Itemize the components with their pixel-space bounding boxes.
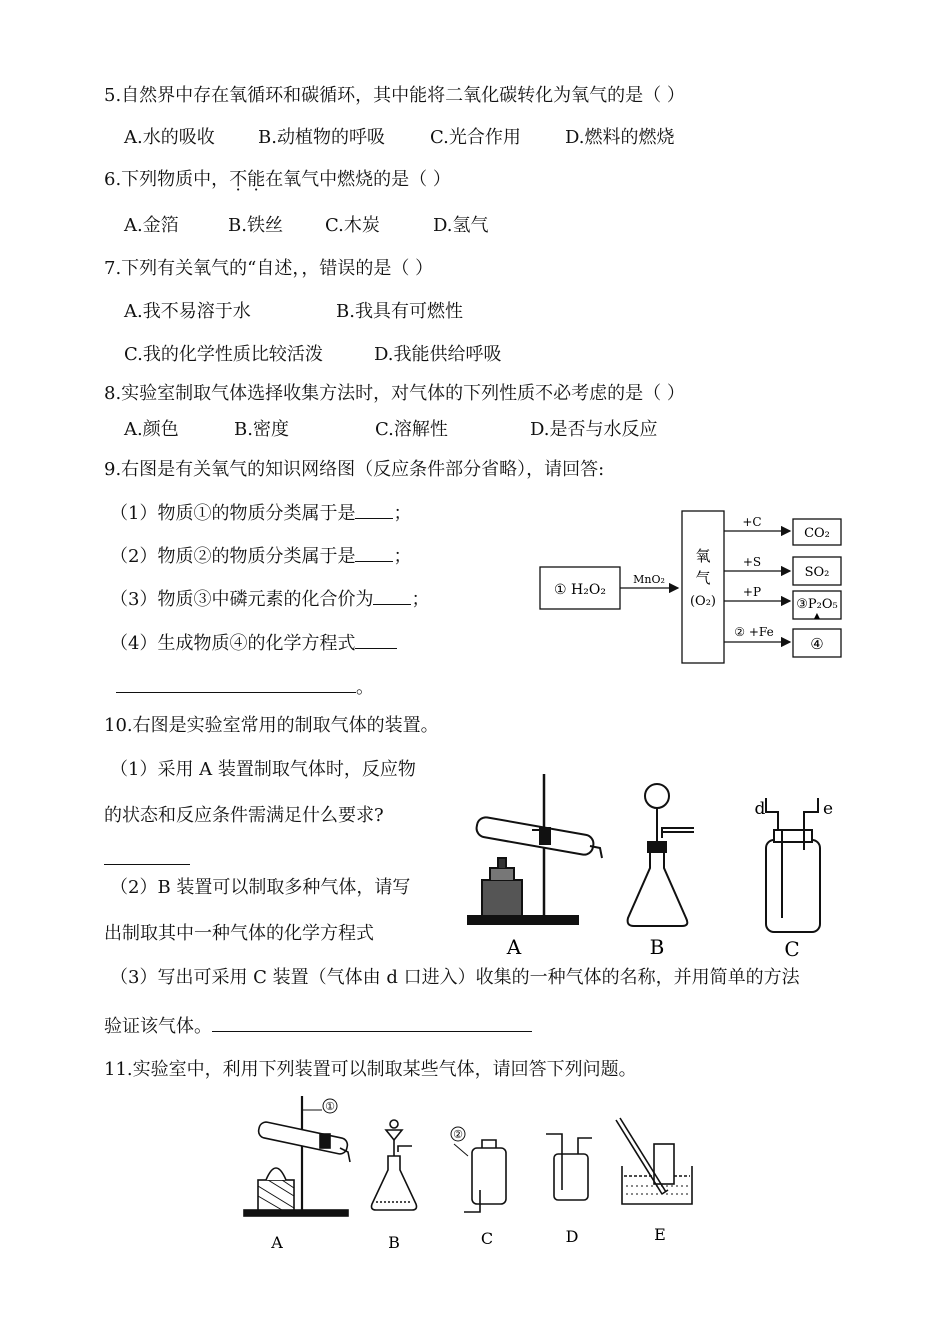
oxygen-box [682,511,724,663]
apparatus-c [766,798,820,932]
apparatus-e [616,1118,692,1204]
so2-label: SO₂ [804,565,830,580]
q6-option-d: D.氢气 [433,215,489,236]
apparatus-a-label: A [506,935,522,959]
apparatus-c-label: C [784,937,800,960]
apparatus-d [546,1134,592,1200]
q8-option-b: B.密度 [234,419,289,440]
mark-2: ② [453,1128,463,1141]
q5-option-d: D.燃料的燃烧 [565,127,675,148]
plus-s-label: +S [742,555,762,569]
p2o5-label: ③P₂O₅ [796,597,838,612]
q9-end-punct: 。 [356,677,374,698]
q6-option-a: A.金箔 [124,215,179,236]
plus-p-label: +P [742,585,762,599]
q10-part-2b: 出制取其中一种气体的化学方程式 [104,923,374,944]
q8-stem: 8.实验室制取气体选择收集方法时，对气体的下列性质不必考虑的是（ ） [104,383,685,404]
q11-apparatus-figure [236,1094,716,1254]
plus-c-label: +C [742,515,762,529]
q6-stem-post: 在氧气中燃烧的是（ ） [265,169,451,190]
port-e-label: e [822,799,834,819]
q11-stem: 11.实验室中，利用下列装置可以制取某些气体，请回答下列问题。 [104,1059,637,1080]
q9-part-2-punct: ； [393,546,412,567]
apparatus-c-label: C [480,1229,494,1248]
apparatus-c [454,1140,506,1212]
q10-stem: 10.右图是实验室常用的制取气体的装置。 [104,715,439,736]
answer-blank[interactable] [373,586,411,605]
q9-part-3 [110,586,429,612]
oxygen-network-diagram [530,505,855,670]
apparatus-a [244,1096,350,1216]
q6-emphasis-1: 不 [229,169,248,190]
answer-blank[interactable] [355,543,393,562]
q9-part-3-punct: ； [411,589,430,610]
q5-stem: 5.自然界中存在氧循环和碳循环，其中能将二氧化碳转化为氧气的是（ ） [104,85,685,106]
p2o5-mark: ▲ [813,611,821,620]
q9-part-1 [110,500,411,526]
q9-part-2 [110,543,411,569]
apparatus-b-label: B [388,1233,400,1252]
q8-option-c: C.溶解性 [375,419,448,440]
product-4-label: ④ [810,635,824,653]
q7-stem: 7.下列有关氧气的“自述，，错误的是（ ） [104,258,434,279]
q8-option-d: D.是否与水反应 [530,419,658,440]
apparatus-e-label: E [654,1225,666,1244]
h2o2-label: ① H₂O₂ [554,582,606,598]
apparatus-d-label: D [565,1227,579,1246]
oxygen-formula: (O₂) [689,594,717,609]
q7-option-b: B.我具有可燃性 [336,301,463,322]
q9-part-1-text: （1）物质①的物质分类属于是 [110,503,356,524]
answer-blank[interactable] [116,674,356,693]
apparatus-b [372,1120,417,1210]
co2-label: CO₂ [804,526,830,541]
q9-stem: 9.右图是有关氧气的知识网络图（反应条件部分省略），请回答: [104,459,605,480]
q5-option-c: C.光合作用 [430,127,521,148]
answer-blank[interactable] [104,846,190,865]
q10-part-3a: （3）写出可采用 C 装置（气体由 d 口进入）收集的一种气体的名称，并用简单的方法 [110,967,800,988]
q7-option-d: D.我能供给呼吸 [374,344,502,365]
q8-option-a: A.颜色 [124,419,179,440]
q10-apparatus-figure [462,768,842,960]
q10-part-1-answer [104,846,190,872]
mark-1: ① [325,1100,335,1113]
apparatus-b [628,784,694,926]
q10-part-1b: 的状态和反应条件需满足什么要求? [104,805,384,826]
apparatus-a [468,774,602,924]
oxygen-char-1: 氧 [695,547,711,565]
q7-option-c: C.我的化学性质比较活泼 [124,344,323,365]
q9-part-4-continuation [116,674,374,700]
mno2-label: MnO₂ [633,573,665,586]
q5-option-a: A.水的吸收 [124,127,215,148]
q9-part-4-text: （4）生成物质④的化学方程式 [110,633,356,654]
q9-part-4 [110,630,397,656]
apparatus-a-label: A [271,1233,283,1252]
answer-blank[interactable] [355,500,393,519]
q6-stem-pre: 6.下列物质中， [104,169,230,190]
q6-stem [104,168,451,192]
q9-part-2-text: （2）物质②的物质分类属于是 [110,546,356,567]
answer-blank[interactable] [355,630,397,649]
q6-option-b: B.铁丝 [228,215,283,236]
port-d-label: d [754,799,766,819]
q5-option-b: B.动植物的呼吸 [258,127,385,148]
q6-option-c: C.木炭 [325,215,380,236]
oxygen-char-2: 气 [695,569,711,587]
q10-part-1a: （1）采用 A 装置制取气体时，反应物 [110,759,416,780]
apparatus-b-label: B [649,935,665,959]
q6-emphasis-2: 能 [247,169,266,190]
q9-part-3-text: （3）物质③中磷元素的化合价为 [110,589,374,610]
q7-option-a: A.我不易溶于水 [124,301,251,322]
q10-part-2a: （2）B 装置可以制取多种气体，请写 [110,877,411,898]
q10-part-3b-text: 验证该气体。 [104,1016,212,1037]
answer-blank[interactable] [212,1013,532,1032]
plus-fe-label: ② +Fe [734,625,774,639]
q9-part-1-punct: ； [393,503,412,524]
q10-part-3b [104,1013,532,1039]
